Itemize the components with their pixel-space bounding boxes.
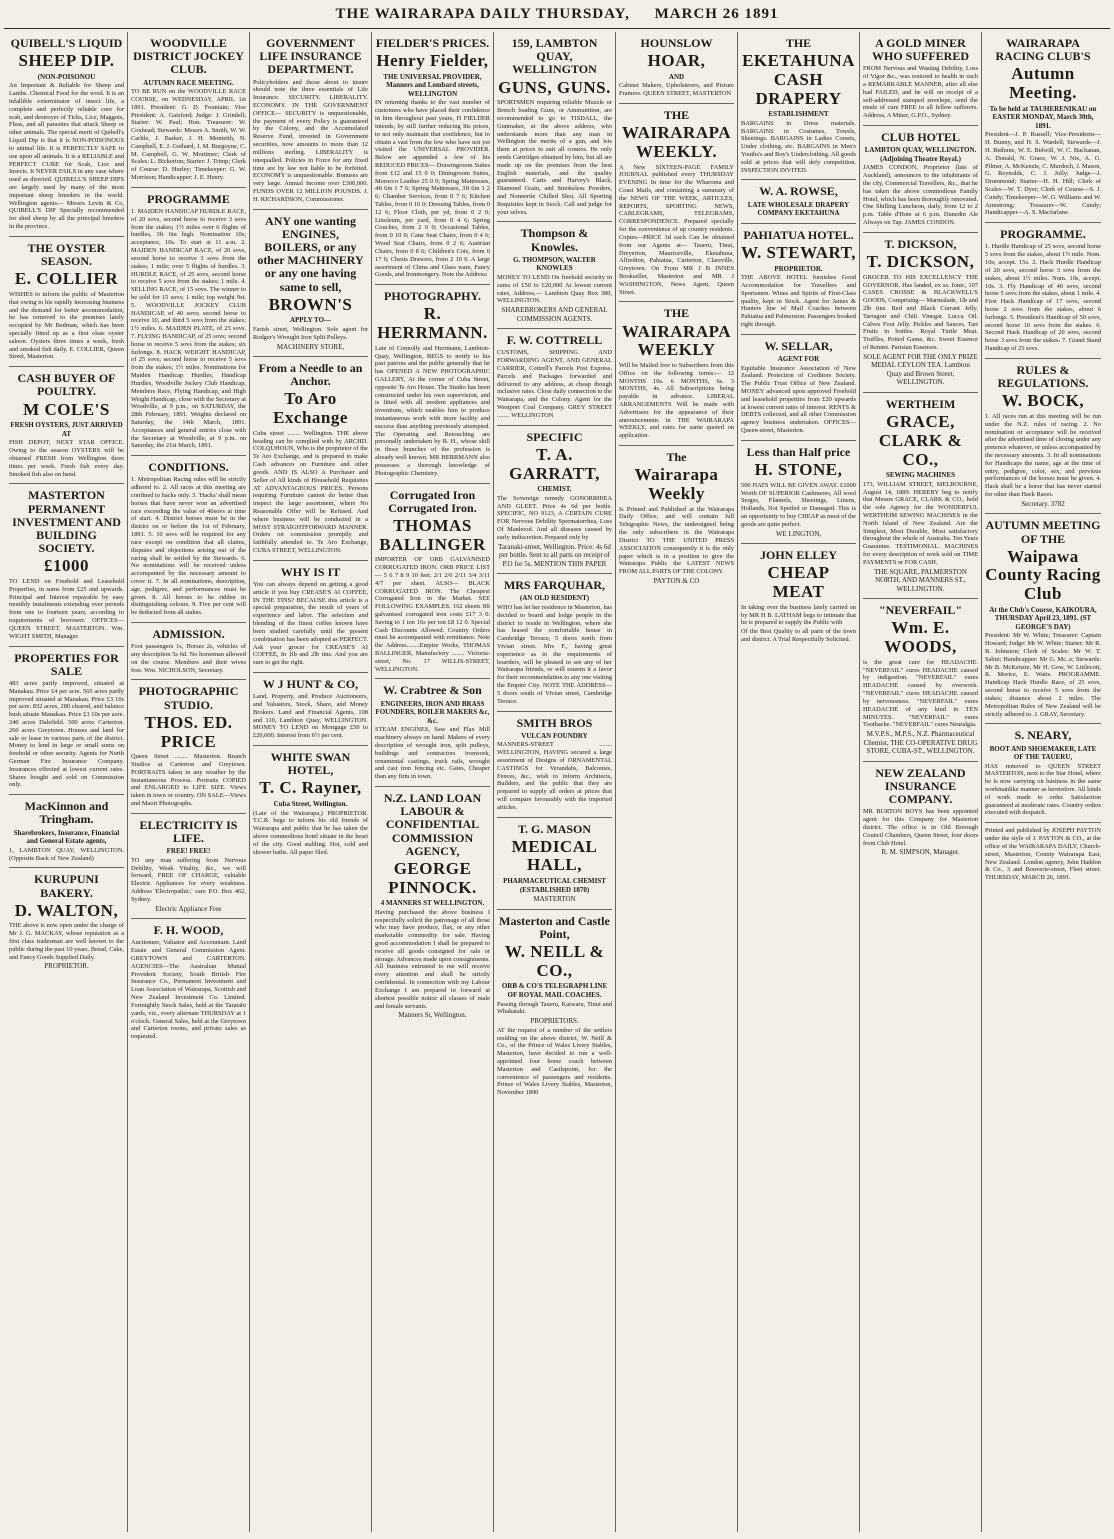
ad-subheading: FRESH OYSTERS, JUST ARRIVED AT xyxy=(10,421,123,438)
advertisement xyxy=(497,32,612,222)
advertisement xyxy=(741,544,856,649)
ad-subheading: LAMBTON QUAY, WELLINGTON. (Adjoining Theatre Royal.) xyxy=(864,146,977,163)
advertisement xyxy=(741,441,856,544)
advertisement xyxy=(985,32,1101,223)
ad-body-text: THE ABOVE HOTEL furnishes Good Accommodation for Travellers and Sportsmen. Wines and Spirits of First-Class quality, kept in Stock. Agent for James & Hunters line of Mail Coaches between Pahiatua and Palmerston. Passengers booked right through. xyxy=(741,274,856,328)
ad-display-heading: THOMAS BALLINGER xyxy=(379,515,486,554)
ad-display-heading: To Aro Exchange xyxy=(273,389,348,428)
advertisement xyxy=(497,712,612,818)
ad-subheading: AUTUMN RACE MEETING. xyxy=(143,78,234,87)
ad-subheading: CHEMIST. xyxy=(537,485,572,494)
ad-display-heading: GUNS, GUNS. xyxy=(498,77,611,97)
advertisement xyxy=(741,335,856,441)
ad-heading: ANY one wanting ENGINES, BOILERS, or any other MACHINERY or any one having same to sell, xyxy=(257,213,364,294)
advertisement xyxy=(9,237,124,367)
ad-display-heading: Autumn Meeting. xyxy=(1009,64,1077,103)
ad-body-text: WISHES to inform the public of Masterton that owing to his rapidly increasing business and the demand for better accommodation, he has removed to the premises lately occupied by Mr Bedman, which has been specially fitted up as a first class oyster saloon. Oysters three times a week, fresh and smoked fish daily. E. COLLIER, Queen Street, Masterton. xyxy=(9,290,124,361)
ad-body-text: Auctioneer, Valuator and Accountant. Land Estate and General Commission Agent. GREYTOWN and CARTERTON. AGENCIES—The Australian Mutual Provident Society, South British Fire Insurance Co., Permanent Investment and Loan Association of Wairarapa, Scottish and New Zealand Investment Co. Limited. Fortnightly Stock Sales, held at the Taratahi yards, viz., every alternate THURSDAY at 1 o'clock. General Sales, held at the Greytown and Carterton rooms, and private sales as requested. xyxy=(131,939,246,1041)
advertisement xyxy=(863,762,978,862)
advertisement xyxy=(9,32,124,237)
ad-subline: Manners St, Wellington. xyxy=(398,1011,467,1020)
advertisement xyxy=(253,32,368,210)
advertisement xyxy=(741,32,856,180)
ad-heading: Thompson & Knowles. xyxy=(520,226,589,254)
ad-subline: SHAREBROKERS AND GENERAL COMMISSION AGENTS. xyxy=(501,306,608,323)
ad-heading: WOODVILLE DISTRICT JOCKEY CLUB. xyxy=(133,36,244,77)
advertisement xyxy=(131,456,246,623)
ad-heading: CONDITIONS. xyxy=(148,460,229,475)
advertisement xyxy=(863,599,978,761)
ad-heading: THE OYSTER SEASON. xyxy=(27,240,106,269)
advertisement xyxy=(131,188,246,456)
advertisement xyxy=(131,919,246,1046)
ad-display-heading: CHEAP MEAT xyxy=(767,563,830,601)
ad-body-text: TO any man suffering from Nervous Debility, Weak Vitality, &c., we will forward, FREE OF CHARGE, valuable Electric Appliances for every weakness. Address 'Electropathic,' care P.O. Box 462, Sydney. xyxy=(131,856,246,903)
advertisement xyxy=(131,623,246,680)
advertisement xyxy=(375,484,490,680)
ad-body-text: Having purchased the above business I respectfully solicit the patronage of all those who may have produce, flax, or any other marketable commodity for sale. Having good accommodation I shall be prepared to receive all goods consigned for sale or storage. Advances made upon consignments. All business entrusted to me will receive every attention and shall be strictly confidential. In connection with my Labour Exchange I am prepared to forward at shortest possible notice all classes of male and female servants. xyxy=(375,908,490,1010)
ad-body-text: Land, Property, and Produce Auctioneers, and Valuators, Stock, Share, and Money Brokers. Land and Financial Agents, 108 and 110, Lambton Quay, WELLINGTON. MONEY TO LEND on Mortgage £50 to £20,000. Interest from 6½ per cent. xyxy=(253,693,368,740)
ad-body-text: SPORTSMEN requiring reliable Muzzle or Breech loading Guns, or Ammunition, are recommended to go to TISDALL, the Gunmaker, at the above address, who understands more than any man in Wellington the merits of a gun, and lets them at prices to suit all comers. He only sends Cartridges obtained by him, but all are made up on the premises from the best English materials, and the quality guaranteed. Carts and Harvey's Black, Diamond Grain, and Smokeless Powders, and Nonnerite Chilled Shot. All Sporting Requisites kept in Stock. Call and judge for your selves. xyxy=(497,99,612,216)
ad-heading: PROPERTIES FOR SALE xyxy=(14,650,119,678)
ad-heading: JOHN ELLEY xyxy=(759,548,837,563)
ad-body-text: 1, LAMBTON QUAY, WELLINGTON. (Opposite Back of New Zealand) xyxy=(9,846,124,862)
advertisement xyxy=(9,647,124,796)
advertisement xyxy=(497,910,612,1102)
ad-subline: SOLE AGENT FOR THE ONLY PRIZE MEDAL CEYLON TEA. Lambton Quay and Brown Street, WELLINGTON. xyxy=(863,352,978,387)
ad-subheading: (NON-POISONOU xyxy=(37,72,96,81)
ad-display-heading: Wm. E. WOODS, xyxy=(884,618,957,657)
ad-heading: T. DICKSON, xyxy=(884,236,957,251)
advertisement xyxy=(497,222,612,329)
advertisement xyxy=(863,126,978,233)
ad-body-text: MANNERS-STREET ........ WELLINGTON, HAVING secured a large assortment of Designs of ORNAMENTAL CASTINGS for Verandahs, Balconies, Fences, &c., wish to inform Architects, Builders, and the public that they are prepared to supply all orders at prices that will compare favourably with the imported articles. xyxy=(497,741,612,811)
ad-display-heading: Waipawa County Racing Club xyxy=(985,546,1101,604)
ad-body-text: You can always depend on getting a good article if you buy CREASE'S AI COFFEE, IN THE TINS? BECAUSE this article is a special preparation, the result of years of experience and labor. The selection and blending of the finest coffee known have been studied carefully until the present combination has been adopted as PERFECT. Ask your grocer for CREASE'S AI COFFEE, In 1lb and 2lb tins. And you are sure to get the right. xyxy=(253,581,368,667)
ad-subline: Secretary. 3782 xyxy=(1021,499,1065,508)
ad-subheading: ENGINEERS, IRON AND BRASS FOUNDERS, BOILER MAKERS &c, &c. xyxy=(375,699,490,725)
ad-display-heading: M COLE'S xyxy=(23,399,110,419)
ad-subline: MASTERTON xyxy=(533,895,576,904)
ad-subheading: PHARMACEUTICAL CHEMIST (ESTABLISHED 1870) xyxy=(503,877,606,894)
ad-display-heading: BROWN'S xyxy=(268,294,353,314)
advertisement xyxy=(619,302,734,446)
ad-body-text: Printed and published by JOSEPH PAYTON under the style of J. PAYTON & CO., at the office of the WAIRARAPA DAILY, Church-street, Masterton, County Wairarapa East, New Zealand. London agency, John Haddon & Co., 3 and Bouverie-street, Fleet street. THURSDAY, MARCH 26, 1891. xyxy=(985,827,1101,882)
ad-heading: PAHIATUA HOTEL. xyxy=(743,227,854,242)
ad-subline: PROPRIETOR. xyxy=(44,962,89,971)
ad-subheading: ESTABLISHMENT xyxy=(768,110,829,119)
ad-heading: ADMISSION. xyxy=(152,627,225,642)
ad-heading: WHITE SWAN HOTEL, xyxy=(270,750,351,778)
ad-display-heading: T. C. Rayner, xyxy=(259,778,362,798)
advertisement xyxy=(741,224,856,335)
ad-heading: CLUB HOTEL xyxy=(880,130,961,145)
advertisement xyxy=(497,818,612,910)
advertisement xyxy=(741,180,856,223)
ad-body-text: TO LEND on Freehold and Leasehold Properties, in sums from £25 and upwards. Principal and Interest repayable by easy monthly instalments extending over periods from one to fourteen years, according to requirements of borrower. OFFICES—QUEEN STREET, MASTERTON. Wm. WIGHT SMITH, Manager. xyxy=(9,578,124,640)
advertisement xyxy=(619,104,734,302)
ad-body-text: 1. Hurdle Handicap of 25 sovs, second horse 5 sovs from the stakes, about 1½ mile. Nom. 10s; accept. 15s. 2. Hack Hurdle Handicap of 20 sovs, second horse 3 sovs from the stakes, about 1½ miles. Nom. 10s, accept. 10s. 3. Fly Handicap of 40 sovs, second horse 5 sovs from the stakes, about 1 mile. 4. First Hack Handicap of 17 sovs, second horse 2 sovs from the stakes, about 6 furlongs. 5. President's Handicap of 50 sovs, second horse 10 sovs from the stakes. 6. Second Hack Handicap of 20 sovs, second horse 3 sovs from the stakes. 7. Grand Stand Handicap of 25 sovs. xyxy=(985,243,1101,353)
ad-subheading: THE UNIVERSAL PROVIDER, Manners and Lombard streets, WELLINGTON xyxy=(383,72,482,98)
ad-subheading: PROPRIETOR. xyxy=(774,264,823,273)
advertisement xyxy=(253,210,368,358)
ad-heading: Masterton and Castle Point, xyxy=(499,913,610,941)
ad-heading: PHOTOGRAPHY. xyxy=(383,289,481,304)
ad-subheading: ORB & CO'S TELEGRAPH LINE OF ROYAL MAIL COACHES. xyxy=(501,982,608,999)
ad-body-text: Cuba street ........ Wellington. THE above heading can be complied with by ARCHD. COLQUHOUN, Who is the proprietor of the Te Aro Exchange, and is prepared to make Cash advances on Furniture and other goods. AND IS ALSO A Purchaser and Seller of All kinds of Household Requisites AT ADVANTAGEOUS PRICES. Persons requiring Furniture cannot do better than inspect the large assortment, where No Reasonable Offer will be Refused. And where business will be conducted in a MOST STRAIGHTFORWARD MANNER. Orders on commission promptly and faithfully attended to. Te Aro Exchange, CUBA STREET, WELLINGTON. xyxy=(253,429,368,554)
column-3 xyxy=(250,32,372,1532)
column-1 xyxy=(6,32,128,1532)
ad-body-text: Late of Connolly and Herrmann, Lambton-Quay, Wellington, BEGS to notify to his past patrons and the public generally that he has OPENED A NEW PHOTOGRAPHIC GALLERY, At the corner of Cuba Street, opposite Te Aro House. The Studio has been constructed under his own supervision, and is fitted with all modern appliances and inventions, which enables him to produce instantaneous work with more facility and success than anything previously attempted. The Operating and Retouching are personally undertaken by R. H., whose skill in those branches of the profession is already well known. MR HERRMANN also possesses a thorough knowledge of Photographic Chemistry. xyxy=(375,344,490,477)
advertisement xyxy=(253,357,368,561)
ad-display-heading: GEORGE PINNOCK. xyxy=(388,858,477,897)
advertisement xyxy=(9,868,124,976)
advertisement xyxy=(985,359,1101,515)
ad-display-heading: HOAR, xyxy=(647,51,706,71)
ad-heading: KURUPUNI BAKERY. xyxy=(34,872,99,900)
ad-body-text: CUSTOMS, SHIPPING AND FORWARDING AGENT, AND GENERAL CARRIER, Cottrell's Parcels Post Express. Parcels and Packages forwarded and delivered to any address, at cheap though inclusive rates. Close daily connection to the Wairarapa, and the Colony. Agent for the Westport Coal Company. GREY STREET ........ WELLINGTON xyxy=(497,349,612,419)
ad-heading: S. NEARY, xyxy=(1014,728,1072,743)
ad-heading: NEW ZEALAND INSURANCE COMPANY. xyxy=(875,765,966,807)
ad-display-heading: T. DICKSON, xyxy=(866,252,975,271)
ad-subline: M.V.P.S., M.P.S., N.Z. Pharmaceutical Chemist, THE CO-OPERATIVE DRUG STORE, CUBA-ST., WELLINGTON. xyxy=(863,730,978,756)
ad-body-text: President—J. P. Russell; Vice-Presidents—H. Bunny, and H. S. Wardell; Stewards—J. H. Bethune, W. E. Bidwill, W. C. Buchanan, A. Donald, N. Grace, W. J. Nix, A. G. Pilmer, A. McKenzie, C. Murdoch, J. Mason, G. Reynolds, C. J. Jolly; Judge—J. Drummond; Starter—H. H. Hill; Clerk of Scales—W. T. Dyer; Clerk of Course—S. J. Cundy; Timekeeper—W. G. Williams and W. Armstrong; Treasurer—W. Cundy; Handicapper—A. S. Macfarlane. xyxy=(985,131,1102,217)
ad-body-text: In taking over the business lately carried on by MR H B. LATHAM begs to intimate that he is prepared to supply the Public with xyxy=(741,603,856,627)
ad-display-heading: £1000 xyxy=(44,556,89,576)
ad-body-text: TO BE RUN on the WOODVILLE RACE COURSE, on WEDNESDAY, APRIL 1st 1891. President: G. D. Fountain; Vice President: A. Gaisford; Judge: J. Grindell; Starter: W. Paul; Hon. Treasurer: W. Coxhead; Stewards: Messrs A. Smith, W. W. Carlile, J. Barker, J. H. Monteith, N. Campbell, E. J. Gothard, J. M. Burgoyne, C. M. Campbell, G. W. Mortimer; Clerk of Scales: L. Bickerton; Starter: J. Trimp; Clerk of Course: D. Hurley; Timekeeper: G. W. Morrison; Handicapper: J. E. Henry. xyxy=(131,88,246,182)
ad-body-text: Foot passengers 1s, Horses 2s, vehicles of any description 5s 6d. No horseman allowed on the course. Members and their wives free. Wm. NICHOLSON, Secretary. xyxy=(131,643,246,674)
ad-subheading: BOOT AND SHOEMAKER, LATE OF THE TAUERU, xyxy=(989,744,1097,762)
advertisement xyxy=(253,673,368,746)
ad-heading: HOUNSLOW xyxy=(640,36,713,50)
masthead-paper: THE WAIRARAPA DAILY THURSDAY, xyxy=(335,6,630,22)
advertisement xyxy=(375,787,490,1025)
ad-subline: PROPRIETORS. xyxy=(530,1017,579,1026)
column-7 xyxy=(738,32,860,1532)
ad-display-heading: SHEEP DIP. xyxy=(18,51,115,71)
ad-heading: The xyxy=(666,450,687,465)
ad-body-text: Passing through Taueru, Kaiwaru, Tinui and Whakataki. xyxy=(497,1000,612,1016)
ad-heading: W. Crabtree & Son xyxy=(383,683,482,698)
advertisement xyxy=(863,393,978,599)
ad-heading: PROGRAMME. xyxy=(1000,227,1086,242)
ad-heading: SPECIFIC xyxy=(526,429,583,444)
ad-subline: PAYTON & CO xyxy=(653,576,700,585)
newspaper-page xyxy=(6,32,1108,1532)
ad-body-text: JAMES CONDON, Proprietor (late of Auckland), announces to the inhabitants of the city, Commercial Travellers, &c., that he has taken the above commodious Family Hotel, which has been thoroughly renovated. One Shilling Luncheon, daily, from 12 to 2 p.m. Table d'Hote at 6 p.m. Dunedin Ale Always on Tap. JAMES CONDON. xyxy=(863,164,978,226)
ad-heading: THE xyxy=(785,36,812,50)
ad-display-heading: H. STONE, xyxy=(754,460,843,480)
ad-body-text: 1. MAIDEN HANDICAP HURDLE RACE, of 20 sovs, second horse to receive 3 sovs from the stakes; 1½ miles over 6 flights of hurdles, 3ft 6in high. Nomination 10s; acceptance, 10s. To start at 11 a.m. 2. MAIDEN HANDICAP RACE, of 20 sovs, second horse to receive 3 sovs from the stakes; 1 mile; over 5 flights of hurdles. 3. HURDLE RACE, of 25 sovs, second horse to receive 5 sovs from the stakes; 1 mile. 4. SELLING RACE, of 15 sovs. The winner to be sold for 15 sovs; 1 mile; top weight 9st. 5. WOODVILLE JOCKEY CLUB HANDICAP, of 40 sovs; second horse to receive 10, and third 5 sovs from the stakes; 1½ miles. 6. MAIDEN PLATE, of 25 sovs. 7. FLYING HANDICAP, of 25 sovs; second horse to receive 5 sovs from the stakes; six furlongs. 8. HACK WEIGHT HANDICAP, of 25 sovs; second horse to receive 5 sovs from the stakes; 1½ miles. Nominations for Maiden Handicap Hurdles, Handicap Hurdles, Woodville Jockey Club Handicap, Members Race, Flying Handicap, and High Weight Handicap, close with the Secretary at Woodville, at 9 p.m., on SATURDAY, the 28th February, 1891. Weights declared on Saturday, the 14th March, 1891. Acceptances and general entries close with the Secretary at Woodville, at 9 p.m. on Saturday, the 21st March, 1891. xyxy=(131,208,247,450)
ad-subheading: G. THOMPSON, WALTER KNOWLES xyxy=(513,255,596,273)
ad-body-text: 173, WILLIAM STREET, MELBOURNE, August 14, 1889. HEREBY beg to notify that Messrs GRACE, CLARK & CO., hold the sole Agency for the WONDERFUL WERTHEIM SEWING MACHINES in the North Island of New Zealand. Are the Simplest, Most Durable, Most satisfactory throughout the whole of Australia. Ten Years Guarantee. TESTIMONIAL. MACHINES for every description of work sold on TIME PAYMENTS or FOR CASH. xyxy=(863,480,978,566)
ad-heading: AUTUMN MEETING OF THE xyxy=(985,518,1101,546)
ad-subheading: Cuba Street, Wellington. xyxy=(273,800,348,809)
ad-display-heading: WAIRARAPA WEEKLY. xyxy=(621,123,731,161)
ad-body-text: Equitable Insurance Association of New Zealand. Protection of Creditors Society. The Public Trust Office of New Zealand. MONEY advanced upon approved Freehold and leasehold properties from £20 upwards at lowest current rates of interest. RENTS & DEBTS collected, and all other Commission agency business undertaken. OFFICES—Queen-street, Masterton. xyxy=(741,364,856,435)
ad-subheading: Sharebrokers, Insurance, Financial and General Estate agents, xyxy=(13,828,120,846)
ad-body-text: GROCER TO HIS EXCELLENCY THE GOVERNOR. Has landed, ex ss. Ionic, 107 CASES CROSSE & BLACKWELL'S GOODS, Comprising— Marmalade, 1lb and 2lb tins. Red and Black Currant Jelly. Tarragon and Chili Vinegar. Lucca Oil. Calves Foot Jelly. Pickles and Sauces. Tart Fruits in bottles. Royal Turtle Meat. Truffles, Potted Game, &c. Sweet Essence of Rennet. Parisian Essences. xyxy=(863,273,978,351)
ad-heading: QUIBELL'S LIQUID xyxy=(10,36,123,50)
advertisement xyxy=(985,223,1101,359)
ad-body-text: 500 HATS WILL BE GIVEN AWAY. £1000 Worth OF SUPERIOR Cashmeres, All wool Serges, Flannels, Sheetings, Linens, Hollands, Not Spoiled or Damaged. This is an opportunity to buy CHEAP as most of the goods are quite perfect. xyxy=(741,481,856,528)
ad-body-text: BARGAINS in Dress materials. BARGAINS in Costumes, Towels, Sheetings. BARGAINS in Ladies Corsets, Under clothing, etc. BARGAINS in Men's Youths's and Boy's Underclothing. All goods sold at prices that will defy competition. INSPECTION INVITED. xyxy=(741,119,856,174)
ad-subline: MACHINERY STORE, xyxy=(276,342,345,351)
ad-heading: W. SELLAR, xyxy=(764,338,833,353)
ad-heading: FIELDER'S PRICES. xyxy=(375,36,490,50)
ad-subheading: VULCAN FOUNDRY xyxy=(521,731,588,740)
advertisement xyxy=(619,32,734,104)
ad-body-text: Will be Mailed free to Subscribers from this Office on the following terms:— 12 MONTHS 10s. 6 MONTHS, 6s. 3 MONTHS, 4s. All Subscriptions being payable in advance. LIBERAL ARRANGEMENTS Will be made with Advertisers for the appearance of their announcements in THE WAIRARAPA WEEKLY, and rates for same quoted on application. xyxy=(619,361,734,440)
ad-body-text: IMPORTER OF ORB GALVANISED CORRUGATED IRON. ORB PRICE LIST— 5 6 7 8 9 10 feet. 2/1 2/6 2/11 3/4 3/11 4/7 per sheet. ALSO— BLACK CORRUGATED IRON. The Cheapest Corrugated Iron in the Market. SEE FOLLOWING EXAMPLES. 162 sheets 8ft galvanised corrugated iron costs £17 3 0. Saving to 1 ton 16s per ton £8 12 0. Special Cash Discounts Allowed. Country Orders must be accompanied with remittance. Note the Address........Empire Works, THOMAS BALLINGER, Manufactory ........ Victoria-street, No. 17 WILLIS-STREET, WELLINGTON. xyxy=(375,556,490,673)
advertisement xyxy=(131,32,246,188)
ad-body-text: Policyholders and those about to insure should note the three essentials of Life Insurance. SECURITY. LIBERALITY. ECONOMY. IN THE GOVERNMENT OFFICE— SECURITY is unquestionable, the payment of every Policy is guaranteed by the Colony, and the Accumulated Reserve Fund, invested in Government securities, now amounts to more than 12 millions sterling. LIBERALITY is unequalled. Policies in Force for any fixed time are by law not liable to be forfeited. ECONOMY is unquestionable. Bonuses are very large. Annual Income over £300,000. FUNDS OVER 12 MILLION POUNDS. J. H. RICHARDSON, Commissioner. xyxy=(253,78,368,203)
ad-display-heading: Wairarapa Weekly xyxy=(634,465,719,503)
advertisement xyxy=(863,32,978,126)
advertisement xyxy=(985,823,1101,887)
ad-heading: THE xyxy=(663,306,690,321)
ad-body-text: FROM Nervous and Wasting Debility, Loss of Vigor &c., was restored to health in such a REMARKABLE MANNER, after all else had FAILED, and he will on receipt of a self-addressed stamped envelope, send the mode of cure FREE to all fellow sufferers. Address, A Miner, G.P.O., Sydney. xyxy=(863,65,978,120)
ad-heading: WHY IS IT xyxy=(280,564,341,579)
ad-heading: 159, LAMBTON QUAY, WELLINGTON xyxy=(511,36,598,77)
ad-body-text: President: Mr W. White; Treasurer: Captain Howard; Judge: Mr W. White; Starter: Mr R. B. Johnston; Clerk of Scales: Mr W. T. Sabin; Handicapper: Mr G. Mc..e; Stewards: Mr B. McKenzie, Mr H. Gow, W. Littlecott, R. Morice, E. Watts. PROGRAMME. Handicap Hack Hurdle Race, of 25 sovs, second horse to receive 5 sovs from the stakes; distance about 2 miles. The Metropolitan Rules of New Zealand will be strictly adhered to. J. GRAY, Secretary. xyxy=(985,632,1101,718)
ad-display-heading: T. A. GARRATT, xyxy=(509,444,600,483)
ad-body-text: A New SIXTEEN-PAGE FAMILY JOURNAL published every THURSDAY EVENING In time for the Wharoma and Coast Mails, and containing a summary of the NEWS OF THE WEEK, ARTICLES, REPORTS, SPORTING NEWS, CABLEGRAMS, TELEGRAMS, CORRESPONDENCE. Prepared specially for the convenience of up country residents. Copies—PRICE 3d each Can be obtained from our Agents at— Taueru, Tinui, Dreyerton, Mauriceville, Eketahuna, Alfredton, Pahiatua, Carterton, Clareville, Greytown. On From MR J B INNES Bookseller, Masterton and MR J WASHINGTON, News Agent, Queen Street. xyxy=(619,163,734,296)
ad-heading: PHOTOGRAPHIC STUDIO. xyxy=(138,684,239,712)
advertisement xyxy=(375,32,490,285)
ad-heading: WERTHEIM xyxy=(885,396,956,411)
ad-display-heading: R. HERRMANN. xyxy=(377,304,488,343)
ad-heading: F. H. WOOD, xyxy=(153,923,224,938)
ad-display-heading: WAIRARAPA WEEKLY xyxy=(621,321,731,360)
ad-body-text: An Important & Reliable for Sheep and Lambs. Chemical Food for the wool. It is an infallible exterminator of insect life, a complete and perfectly reliable cure for scab, and destroyer of Ticks, Lice, Maggots, Fleas, and all parasites that attack Sheep or other animals. The special merit of Quibell's Liquid Dip is that it is NON-POISONOUS to animal life. It is PERFECTLY SAFE to use upon all animals. It is a RELIABLE and PERFECT CURE for Scab, Lice and Insects. It NEVER FAILS in any case where used as directed. QUIBELL'S SHEEP DIPS are largely used by many of the most important sheep breeders in the world. Wellington agents— Messrs Levin & Co, QUIBELL'S DIP Specially recommended for shed sheep by all the principal breeders in the province. xyxy=(9,82,124,231)
ad-body-text: 1. All races run at this meeting will be run under the N.Z. rules of racing. 2. No nomination or acceptance will be received after the advertised time of closing under any pretence whatever, or unless accompanied by the necessary amounts. 3. In all nominations for Handicaps the name, age at the time of entry, pedigree, color, sex, and previous performances of the horses must be given. 4. Hack shall be a horse that has never started for other than Hack Races. xyxy=(985,412,1101,499)
advertisement xyxy=(863,233,978,393)
advertisement xyxy=(985,724,1101,823)
ad-body-text: (Late of the Wairarapa,) PROPRIETOR. T.C.R. begs to inform his old friends of Wairarapa and public that he has taken the above commodious hotel situate in the heart of the city. Good stabling. Hot, cold and shower baths. All paper filed. xyxy=(253,809,368,856)
advertisement xyxy=(497,574,612,711)
ad-subheading: To be held at TAUHERENIKAU on EASTER MONDAY, March 30th, 1891. xyxy=(989,104,1097,130)
ad-display-heading: Henry Fielder, xyxy=(376,51,489,71)
advertisement xyxy=(131,680,246,813)
masthead-rule xyxy=(4,28,1110,29)
ad-body-text: 483 acres partly improved, situated at Manakau. Price £4 per acre. 565 acres partly improved situated at Manakau. Price £3 10s per acre. 832 acres, 280 cleared, and balance bush situate Manakau. Price £3 10s per acre. 240 acres Dalefield. 500 acres Carterton. 260 acres Greytown. Houses and land for sale or lease in various parts of the district. Money to lend in large or small sums on freehold or other security. Agents for North German Fire Insurance Company. Insurances effected at lowest current rates. Shares bought and sold on Commission only. xyxy=(9,679,124,789)
ad-subheading: AND xyxy=(668,72,685,81)
advertisement xyxy=(131,814,246,919)
ad-body-text: The Sovereign remedy GONORRHŒA AND GLEET. Price 4s 6d per bottle. SPECIFIC, NO 9123, A CERTAIN CURE FOR Nervous Debility Spermatorrhea, Loss Of Manhood. And all diseases caused by early indiscretion. Prepared only by xyxy=(497,494,612,541)
ad-heading: RULES & REGULATIONS. xyxy=(997,362,1089,391)
ad-body-text: THE above is now open under the charge of Mr J. G. MACKAY, whose reputation as a first class tradesman are well known to the public during the past 10 years. Bread, Cake, and Fancy Goods Supplied Daily. xyxy=(9,922,125,961)
ad-body-text: MONEY TO LEND On freehold security in sums of £50 to £20,000 At lowest current rates, Address,— Lambton Quay Box 380, WELLINGTON. xyxy=(497,273,612,305)
ad-heading: T. G. MASON xyxy=(517,821,592,836)
ad-heading: PROGRAMME xyxy=(147,191,230,206)
ad-body-text: WHO has let her residence in Masterton, has decided to board and lodge people in the district to reside in Wellington, where she has leased the comfortable house in Cambridge Terrace, 5 doors north from Vivian street. Mrs F., having great experience as to the requirements of boarders, will be pleased to see any of her Wairarapa friends, or will esteem it a favor for their recommendation to any one visiting the Empire City. NOTE THE ADDRESS— 5 doors south of Vivian street, Cambridge Terrace. xyxy=(497,603,612,705)
ad-heading: WAIRARAPA RACING CLUB'S xyxy=(995,36,1091,64)
ad-subheading: LATE WHOLESALE DRAPERY COMPANY EKETAHUNA xyxy=(747,200,850,218)
ad-body-text: STEAM ENGINES, Saw and Flax Mill machinery always on hand. Makers of every description of wrought iron, split pulleys, buildings and contractors ironwork, ornamental castings, truck rails, wrought and cast iron fencing etc. Gates, Cheaper than any firm in town. xyxy=(375,726,490,781)
advertisement xyxy=(9,795,124,868)
ad-subheading: At the Club's Course, KAIKOURA, THURSDAY April 23, 1891. (ST GEORGE'S DAY) xyxy=(989,605,1097,631)
advertisement xyxy=(497,426,612,575)
ad-body-text: FISH DEPOT, NEXT STAR OFFICE. Owing to the season OYSTERS will be obtained FRESH from Wellington three times per week. Fresh fish every day. Smoked fish also on hand. xyxy=(9,439,124,478)
advertisement xyxy=(497,329,612,426)
ad-heading: "NEVERFAIL" xyxy=(878,603,963,618)
ad-heading: MRS FARQUHAR, xyxy=(503,578,606,593)
column-6 xyxy=(616,32,738,1532)
ad-subline: R. M. SIMPSON, Manager. xyxy=(881,848,960,857)
ad-body-text: Is Printed and Published at the Wairarapa Daily Office, and will contain full Telegraphic News, the undersigned being the only subscribers in the Wairarapa District TO THE UNITED PRESS ASSOCIATION consequently it is the only paper which is in a position to give the Wairarapa Public the LATEST NEWS FROM ALL PARTS OF THE COLONY. xyxy=(619,505,734,576)
column-5 xyxy=(494,32,616,1532)
column-8 xyxy=(860,32,982,1532)
ad-display-heading: EKETAHUNA CASH DRAPERY xyxy=(742,51,855,108)
ad-subline: Electric Appliance Free xyxy=(155,904,222,913)
ad-subheading: APPLY TO— xyxy=(289,316,332,325)
ad-subheading: (AN OLD RESIDENT) xyxy=(519,594,590,603)
ad-display-heading: E. COLLIER xyxy=(14,269,119,289)
ad-subheading: 4 MANNERS ST WELLINGTON. xyxy=(380,899,485,908)
ad-body-text: 1. Metropolitan Racing rules will be strictly adhered to. 2. All races at this meeting are confined to hacks only. 3. 'Hacks' shall mean horses that have never won an advertised race exceeding the value of 40sovs at time of start. 4. District horses must be in the district on or before the 1st of February, 1891. 5. 10 sovs will be required for any race except on condition that all claims, disputes and objections arising out of the racing shall be settled by the Stewards. 6. No nominations will be received unless accompanied by the necessary amount to cover it. 7. In all nominations, description, age, pedigree, and performances must be given. 8. All horses to be ridden in distinguishing colours. 9. Five per cent will be deducted from all stakes. xyxy=(131,476,246,617)
ad-body-text: Queen Street ........ Masterton. Branch Studios at Carterton and Greytown. PORTRAITS taken in any weather by the Instantaneous Process. Portraits COPIED and ENLARGED to LIFE SIZE. Views taken in town or country. ON SALE—Views and Maori Photographs. xyxy=(131,753,246,808)
masthead xyxy=(0,6,1114,26)
ad-display-heading: MEDICAL HALL, xyxy=(511,836,598,875)
ad-heading: From a Needle to an Anchor. xyxy=(258,361,363,389)
ad-body-text: Of the Best Quality to all parts of the town and district. A Trial Respectfully Solicited. xyxy=(741,628,856,643)
ad-heading: N.Z. LAND LOAN LABOUR & CONFIDENTIAL COMMISSION AGENCY, xyxy=(383,790,482,858)
ad-display-heading: W. STEWART, xyxy=(741,242,856,262)
ad-heading: SMITH BROS xyxy=(516,715,593,730)
ad-heading: Corrugated Iron Corrugated Iron. xyxy=(388,487,477,515)
column-2 xyxy=(128,32,250,1532)
ad-body-text: AT the request of a number of the settlers residing on the above district, W. Neill & Co., of the Prince of Wales Livery Stables, Masterton, have decided to run a well-appointed four horse coach between Masterton and Castlepoint, for the convenience of passengers and residents. Prince of Wales Livery Stables, Masterton, November 1890 xyxy=(497,1026,612,1097)
advertisement xyxy=(9,367,124,484)
ad-display-heading: THOS. ED. PRICE xyxy=(144,712,233,751)
ad-subline: Taranaki-street, Wellington. Price: 4s 6d per bottle. Sent to all parts on receipt of P.O for 5s. MENTION THIS PAPER xyxy=(498,542,611,568)
ad-subheading: SEWING MACHINES xyxy=(885,471,956,480)
ad-body-text: IN returning thanks to the vast number of customers who have placed their confidence in him throughout past years, H FIELDER intends, by still further reducing his prices, to not only maintain that confidence, but to obtain a vast from the few who have not yet visited the UNIVERSAL PROVIDER. Below are appended a few of his REDUCED PRICES— Drawingroom Suites from £12 and 15 0 0; Diningroom Suites, Morocco Leather 25 0 0; Spring Mattresses, 4ft 6in 1 7 6; Spring Mattresses, 3ft 6in 1 2 6; Chamber Services, from 0 7 6; Kitchen Tables, from 0 10 0; Dressing Tables, from 0 12 6; Floor Cloth, per yd, from 0 2 0; Linoleum, per yard, from 0 4 6; Spring Couches, from 2 0 0; Occasional Tables, from 0 10 0; Cane Seat Chairs, from 0 4 6; Wood Seat Chairs, from 0 2 6; Austrian Chairs, from 0 8 6; Children's Cots, from 0 17 6; Chests Drawers, from 2 10 0. A large assortment of China and Glass ware, Fancy Goods, and Ironmongery. Note the Address: xyxy=(375,99,490,279)
advertisement xyxy=(375,679,490,786)
ad-heading: ELECTRICITY IS LIFE. xyxy=(139,817,238,846)
ad-subline: WE LINGTON, xyxy=(775,529,822,538)
ad-body-text: HAS removed to QUEEN STREET MASTERTON, next to the Star Hotel, where he is now carrying on business in the same workmanlike manner as heretofore. All kinds of work made to order. Satisfaction guaranteed at moderate rates. Country orders executed with despatch. xyxy=(985,762,1101,817)
ad-heading: GOVERNMENT LIFE INSURANCE DEPARTMENT. xyxy=(259,36,362,77)
ad-display-heading: W. NEILL & CO., xyxy=(504,942,605,980)
ad-display-heading: D. WALTON, xyxy=(14,900,119,920)
ad-body-text: Farish street, Wellington. Sole agent for Rodger's Wrought Iron Split Pulleys. xyxy=(253,325,368,341)
ad-heading: CASH BUYER OF POULTRY. xyxy=(17,371,116,399)
advertisement xyxy=(253,561,368,673)
ad-heading: F. W. COTTRELL xyxy=(506,333,603,348)
advertisement xyxy=(619,446,734,590)
ad-subheading: FREE! FREE! xyxy=(166,847,211,856)
ad-display-heading: W. BOCK, xyxy=(1001,391,1085,411)
column-9 xyxy=(982,32,1104,1532)
column-4 xyxy=(372,32,494,1532)
ad-body-text: is the great cure for HEADACHE. "NEVERFAIL" cures HEADACHE caused by indigestion. "NEVERFAIL" cures HEADACHE caused by overwork. "NEVERFAIL" cures HEADACHE caused by nervousness. "NEVERFAIL" cures HEADACHE of any kind in TEN MINUTES. "NEVERFAIL" cures Toothache. "NEVERFAIL" cures Neuralgia. xyxy=(863,658,978,729)
ad-heading: W J HUNT & CO, xyxy=(262,676,359,691)
ad-body-text: MR BURTON BOYS has been appointed agent for this Company for Masterton district. The office is in Old Borough Council Chambers, Queen Street, four doors from Club Hotel. xyxy=(863,808,978,847)
advertisement xyxy=(253,746,368,861)
ad-heading: THE xyxy=(663,108,690,123)
masthead-date: MARCH 26 1891 xyxy=(654,6,779,22)
advertisement xyxy=(9,484,124,646)
ad-heading: MASTERTON PERMANENT INVESTMENT AND BUILDING SOCIETY. xyxy=(12,488,121,556)
ad-display-heading: GRACE, CLARK & CO., xyxy=(878,412,963,469)
ad-subheading: AGENT FOR xyxy=(777,355,820,363)
ad-body-text: Cabinet Makers, Upholsterers, and Picture Framers. QUEEN STREET, MASTERTON xyxy=(619,82,734,98)
ad-heading: W. A. ROWSE, xyxy=(759,184,838,199)
advertisement xyxy=(375,285,490,483)
ad-heading: Less than Half price xyxy=(746,444,851,459)
ad-heading: MacKinnon and Tringham. xyxy=(24,799,109,827)
advertisement xyxy=(985,514,1101,724)
ad-subline: THE SQUARE, PALMERSTON NORTH, AND MANNERS ST., WELLINGTON. xyxy=(874,567,967,593)
ad-heading: A GOLD MINER WHO SUFFERED xyxy=(871,36,969,64)
